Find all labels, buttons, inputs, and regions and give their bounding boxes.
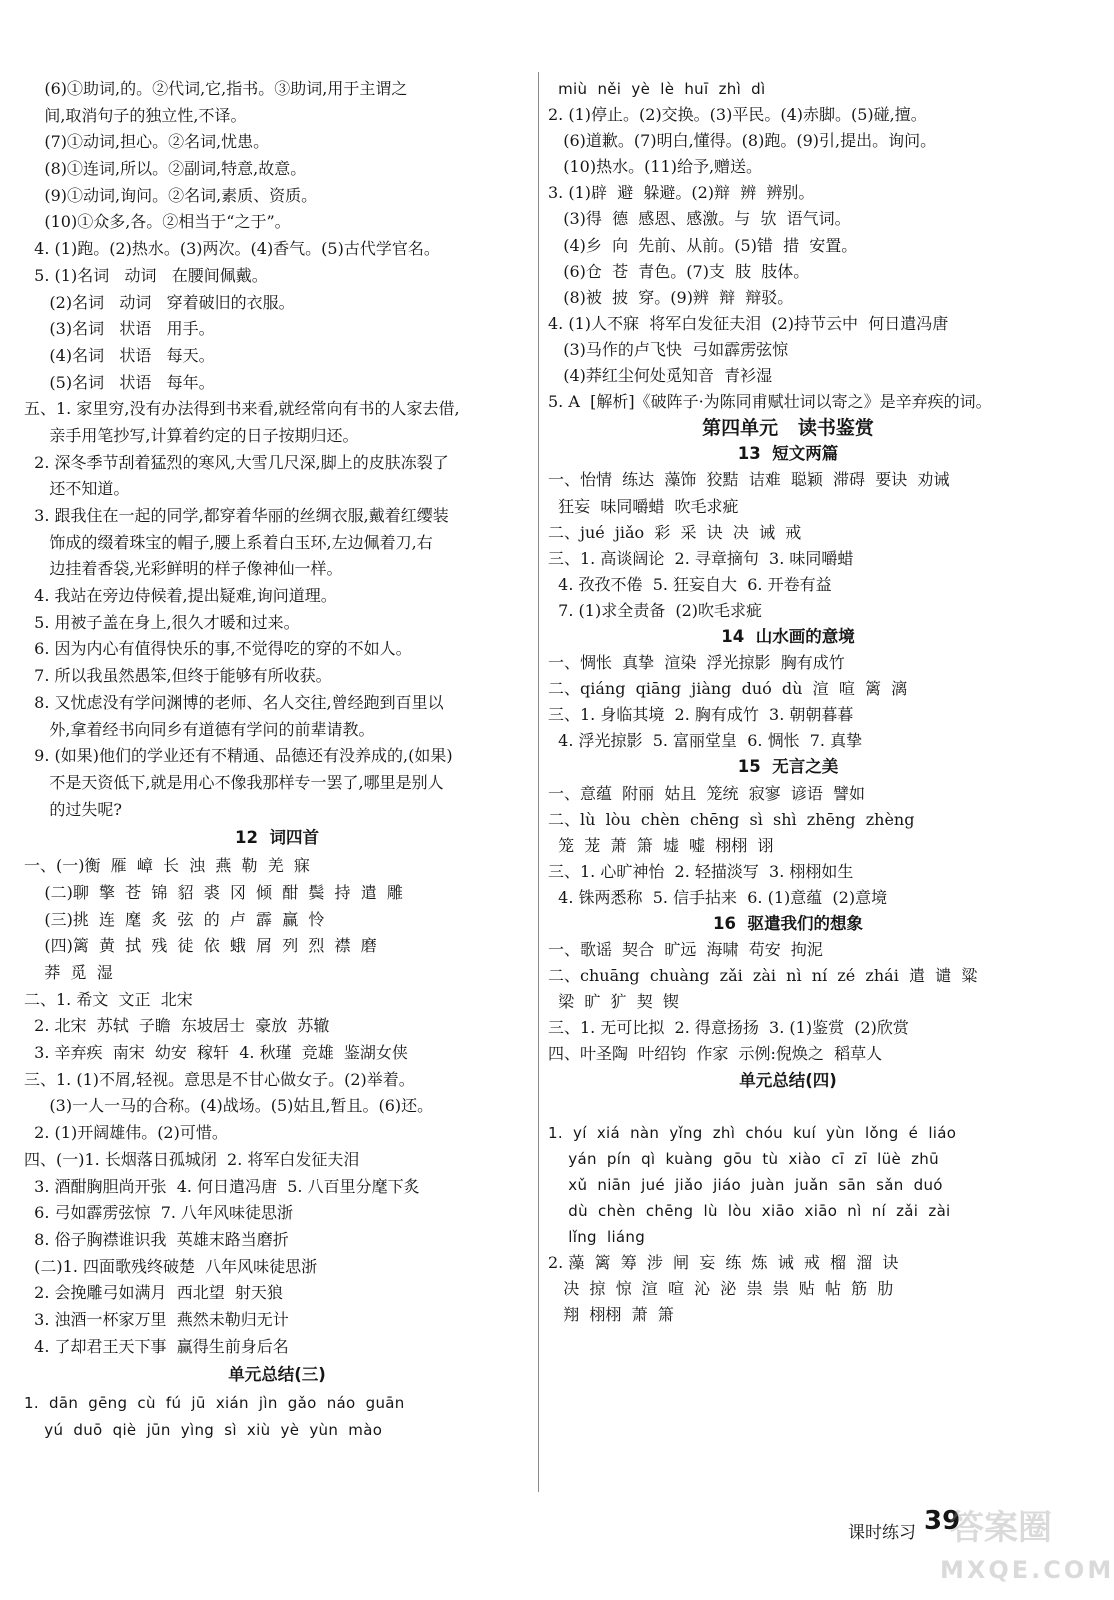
section-heading: 第四单元 读书鉴赏 — [702, 417, 874, 440]
answer-line: (3)一人一马的合称。(4)战场。(5)姑且,暂且。(6)还。 — [24, 1096, 434, 1116]
answer-line: (2)名词 动词 穿着破旧的衣服。 — [24, 292, 295, 312]
answer-line: 外,拿着经书向同乡有道德有学问的前辈请教。 — [24, 719, 375, 739]
answer-line: (4)乡 向 先前、从前。(5)错 措 安置。 — [548, 235, 858, 255]
answer-line: 三、1. 高谈阔论 2. 寻章摘句 3. 味同嚼蜡 — [548, 548, 854, 568]
answer-line: 二、chuāng chuàng zǎi zài nì ní zé zhái 遣 谴 粱 — [548, 966, 978, 986]
answer-line: 笼 茏 萧 箫 墟 嘘 栩栩 诩 — [548, 835, 774, 855]
answer-line: 5. 用被子盖在身上,很久才暖和过来。 — [24, 612, 300, 632]
answer-line: 2. 北宋 苏轼 子瞻 东坡居士 豪放 苏辙 — [24, 1016, 330, 1036]
answer-line: 边挂着香袋,光彩鲜明的样子像神仙一样。 — [24, 559, 343, 579]
section-heading: 15 无言之美 — [737, 757, 839, 777]
answer-line: 5. (1)名词 动词 在腰间佩戴。 — [24, 265, 268, 285]
answer-line: 6. 因为内心有值得快乐的事,不觉得吃的穿的不如人。 — [24, 639, 412, 659]
column-divider — [538, 72, 539, 1492]
answer-line: 二、jué jiǎo 彩 采 诀 决 诫 戒 — [548, 522, 802, 542]
answer-line: 二、1. 希文 文正 北宋 — [24, 989, 193, 1009]
answer-line: 还不知道。 — [24, 479, 130, 499]
left-column — [24, 76, 530, 1444]
page-number: 39 — [924, 1506, 961, 1536]
answer-line: 一、意蕴 附丽 姑且 笼统 寂寥 谚语 譬如 — [548, 783, 866, 803]
watermark-site: MXQE.COM — [940, 1556, 1114, 1584]
answer-line: (10)热水。(11)给予,赠送。 — [548, 157, 763, 177]
answer-line: 7. (1)求全责备 (2)吹毛求疵 — [548, 600, 763, 620]
spacer — [548, 1094, 1028, 1120]
answer-line: 狂妄 味同嚼蜡 吹毛求疵 — [548, 496, 739, 516]
answer-line: 3. 辛弃疾 南宋 幼安 稼轩 4. 秋瑾 竞雄 鉴湖女侠 — [24, 1043, 408, 1063]
section-heading: 单元总结(三) — [228, 1365, 326, 1385]
answer-line: (9)①动词,询问。②名词,素质、资质。 — [24, 185, 318, 205]
pinyin-line: miù něi yè lè huī zhì dì — [548, 80, 766, 98]
answer-line: (四)篱 黄 拭 残 徒 依 蛾 屑 列 烈 襟 磨 — [24, 936, 377, 956]
section-heading: 16 驱遣我们的想象 — [713, 914, 863, 933]
answer-line: 间,取消句子的独立性,不译。 — [24, 105, 247, 125]
answer-line: (10)①众多,各。②相当于“之于”。 — [24, 212, 291, 232]
answer-line: 3. 跟我住在一起的同学,都穿着华丽的丝绸衣服,戴着红缨装 — [24, 506, 449, 525]
section-heading: 14 山水画的意境 — [721, 626, 855, 646]
answer-line: 三、1. (1)不屑,轻视。意思是不甘心做女子。(2)举着。 — [24, 1069, 415, 1089]
answer-line: 2. 深冬季节刮着猛烈的寒风,大雪几尺深,脚上的皮肤冻裂了 — [24, 452, 449, 472]
section-heading: 13 短文两篇 — [737, 444, 839, 464]
answer-line: (三)挑 连 麾 炙 弦 的 卢 霹 赢 怜 — [24, 909, 325, 929]
answer-line: (8)①连词,所以。②副词,特意,故意。 — [24, 159, 307, 179]
pinyin-line: yú duō qiè jūn yìng sì xiù yè yùn mào — [24, 1421, 383, 1439]
answer-line: (6)①助词,的。②代词,它,指书。③助词,用于主谓之 — [24, 79, 408, 98]
answer-line: 3. (1)辟 避 躲避。(2)辩 辨 辨别。 — [548, 183, 815, 203]
answer-line: 一、怡情 练达 藻饰 狡黠 诘难 聪颖 滞碍 要诀 劝诫 — [548, 470, 950, 490]
answer-line: 一、惆怅 真挚 渲染 浮光掠影 胸有成竹 — [548, 653, 845, 673]
answer-line: 三、1. 无可比拟 2. 得意扬扬 3. (1)鉴赏 (2)欣赏 — [548, 1018, 909, 1038]
pinyin-line: 1. yí xiá nàn yǐng zhì chóu kuí yùn lǒng é liáo — [548, 1123, 957, 1142]
answer-line: (6)仓 苍 青色。(7)支 肢 肢体。 — [548, 261, 810, 281]
answer-line: 莽 觅 湿 — [24, 963, 113, 982]
answer-line: (4)莽红尘何处觅知音 青衫湿 — [548, 366, 773, 386]
answer-line: 4. 了却君王天下事 赢得生前身后名 — [24, 1336, 289, 1356]
answer-line: 2. 会挽雕弓如满月 西北望 射天狼 — [24, 1283, 283, 1303]
answer-line: 4. (1)跑。(2)热水。(3)两次。(4)香气。(5)古代学官名。 — [24, 239, 440, 259]
answer-line: (3)名词 状语 用手。 — [24, 319, 215, 339]
answer-line: 4. 孜孜不倦 5. 狂妄自大 6. 开卷有益 — [548, 574, 832, 594]
answer-line: 决 掠 惊 渲 喧 沁 泌 祟 祟 贴 帖 筋 肋 — [548, 1279, 894, 1299]
answer-line: 4. 浮光掠影 5. 富丽堂皇 6. 惆怅 7. 真挚 — [548, 731, 863, 751]
pinyin-line: 1. dān gēng cù fú jū xián jìn gǎo náo guān — [24, 1394, 405, 1413]
answer-line: 5. A [解析]《破阵子·为陈同甫赋壮词以寄之》是辛弃疾的词。 — [548, 392, 992, 412]
answer-line: 亲手用笔抄写,计算着约定的日子按期归还。 — [24, 425, 359, 445]
answer-line: 四、(一)1. 长烟落日孤城闭 2. 将军白发征夫泪 — [24, 1149, 360, 1169]
answer-line: (3)得 德 感恩、感激。与 欤 语气词。 — [548, 209, 851, 229]
answer-line: 五、1. 家里穷,没有办法得到书来看,就经常向有书的人家去借, — [24, 399, 460, 419]
pinyin-line: dù chèn chēng lù lòu xiāo xiāo nì ní zǎi zài — [548, 1202, 951, 1221]
answer-line: 8. 俗子胸襟谁识我 英雄末路当磨折 — [24, 1229, 289, 1249]
answer-line: (4)名词 状语 每天。 — [24, 345, 215, 365]
answer-line: 四、叶圣陶 叶绍钧 作家 示例:倪焕之 稻草人 — [548, 1044, 883, 1064]
pinyin-line: yán pín qì kuàng gōu tù xiào cī zī lüè zhū — [548, 1149, 939, 1168]
answer-line: 一、(一)衡 雁 嶂 长 浊 燕 勒 羌 寐 — [24, 856, 310, 876]
answer-line: 不是天资低下,就是用心不像我那样专一罢了,哪里是别人 — [24, 772, 444, 792]
answer-line: 2. 藻 篱 筹 涉 闸 妄 练 炼 诫 戒 榴 溜 诀 — [548, 1253, 899, 1273]
watermark-logo-text: 答案圈 — [950, 1508, 1052, 1548]
section-heading: 12 词四首 — [235, 828, 319, 848]
answer-line: 7. 所以我虽然愚笨,但终于能够有所收获。 — [24, 666, 332, 686]
answer-line: 3. 酒酣胸胆尚开张 4. 何日遣冯唐 5. 八百里分麾下炙 — [24, 1176, 420, 1196]
answer-line: (8)被 披 穿。(9)辨 辩 辩驳。 — [548, 287, 794, 307]
answer-line: (7)①动词,担心。②名词,忧患。 — [24, 132, 270, 152]
answer-line: 一、歌谣 契合 旷远 海啸 苟安 拘泥 — [548, 940, 823, 960]
answer-line: 4. 我站在旁边侍候着,提出疑难,询问道理。 — [24, 586, 337, 606]
answer-line: (3)马作的卢飞快 弓如霹雳弦惊 — [548, 339, 789, 359]
right-column — [548, 76, 1028, 1329]
answer-line: 饰成的缀着珠宝的帽子,腰上系着白玉环,左边佩着刀,右 — [24, 532, 433, 552]
answer-line: 梁 旷 犷 契 锲 — [548, 992, 679, 1012]
answer-line: 翔 栩栩 萧 箫 — [548, 1305, 674, 1325]
answer-line: 9. (如果)他们的学业还有不精通、品德还有没养成的,(如果) — [24, 746, 453, 766]
pinyin-line: lǐng liáng — [548, 1228, 646, 1247]
answer-line: 二、lù lòu chèn chēng sì shì zhēng zhèng — [548, 809, 915, 829]
answer-line: 2. (1)停止。(2)交换。(3)平民。(4)赤脚。(5)碰,擅。 — [548, 105, 927, 125]
answer-line: (二)聊 擎 苍 锦 貂 裘 冈 倾 酣 鬓 持 遣 雕 — [24, 882, 403, 902]
answer-line: 的过失呢? — [24, 799, 123, 819]
answer-line: 4. 铢两悉称 5. 信手拈来 6. (1)意蕴 (2)意境 — [548, 887, 888, 907]
answer-line: 4. (1)人不寐 将军白发征夫泪 (2)持节云中 何日遣冯唐 — [548, 313, 949, 333]
answer-line: 二、qiáng qiāng jiàng duó dù 渲 喧 篱 漓 — [548, 679, 908, 699]
answer-line: 三、1. 身临其境 2. 胸有成竹 3. 朝朝暮暮 — [548, 705, 854, 725]
answer-line: 6. 弓如霹雳弦惊 7. 八年风味徒思浙 — [24, 1203, 294, 1223]
pinyin-line: xǔ niān jué jiǎo jiáo juàn juǎn sān sǎn duó — [548, 1175, 943, 1194]
answer-line: (二)1. 四面歌残终破楚 八年风味徒思浙 — [24, 1256, 318, 1276]
answer-line: 3. 浊酒一杯家万里 燕然未勒归无计 — [24, 1309, 289, 1329]
footer-label: 课时练习 — [848, 1523, 916, 1543]
section-heading: 单元总结(四) — [739, 1070, 837, 1090]
answer-line: 2. (1)开阔雄伟。(2)可惜。 — [24, 1123, 228, 1143]
answer-line: (6)道歉。(7)明白,懂得。(8)跑。(9)引,提出。询问。 — [548, 131, 937, 151]
answer-line: 三、1. 心旷神怡 2. 轻描淡写 3. 栩栩如生 — [548, 861, 854, 881]
answer-line: (5)名词 状语 每年。 — [24, 372, 215, 392]
answer-line: 8. 又忧虑没有学问渊博的老师、名人交往,曾经跑到百里以 — [24, 692, 444, 712]
